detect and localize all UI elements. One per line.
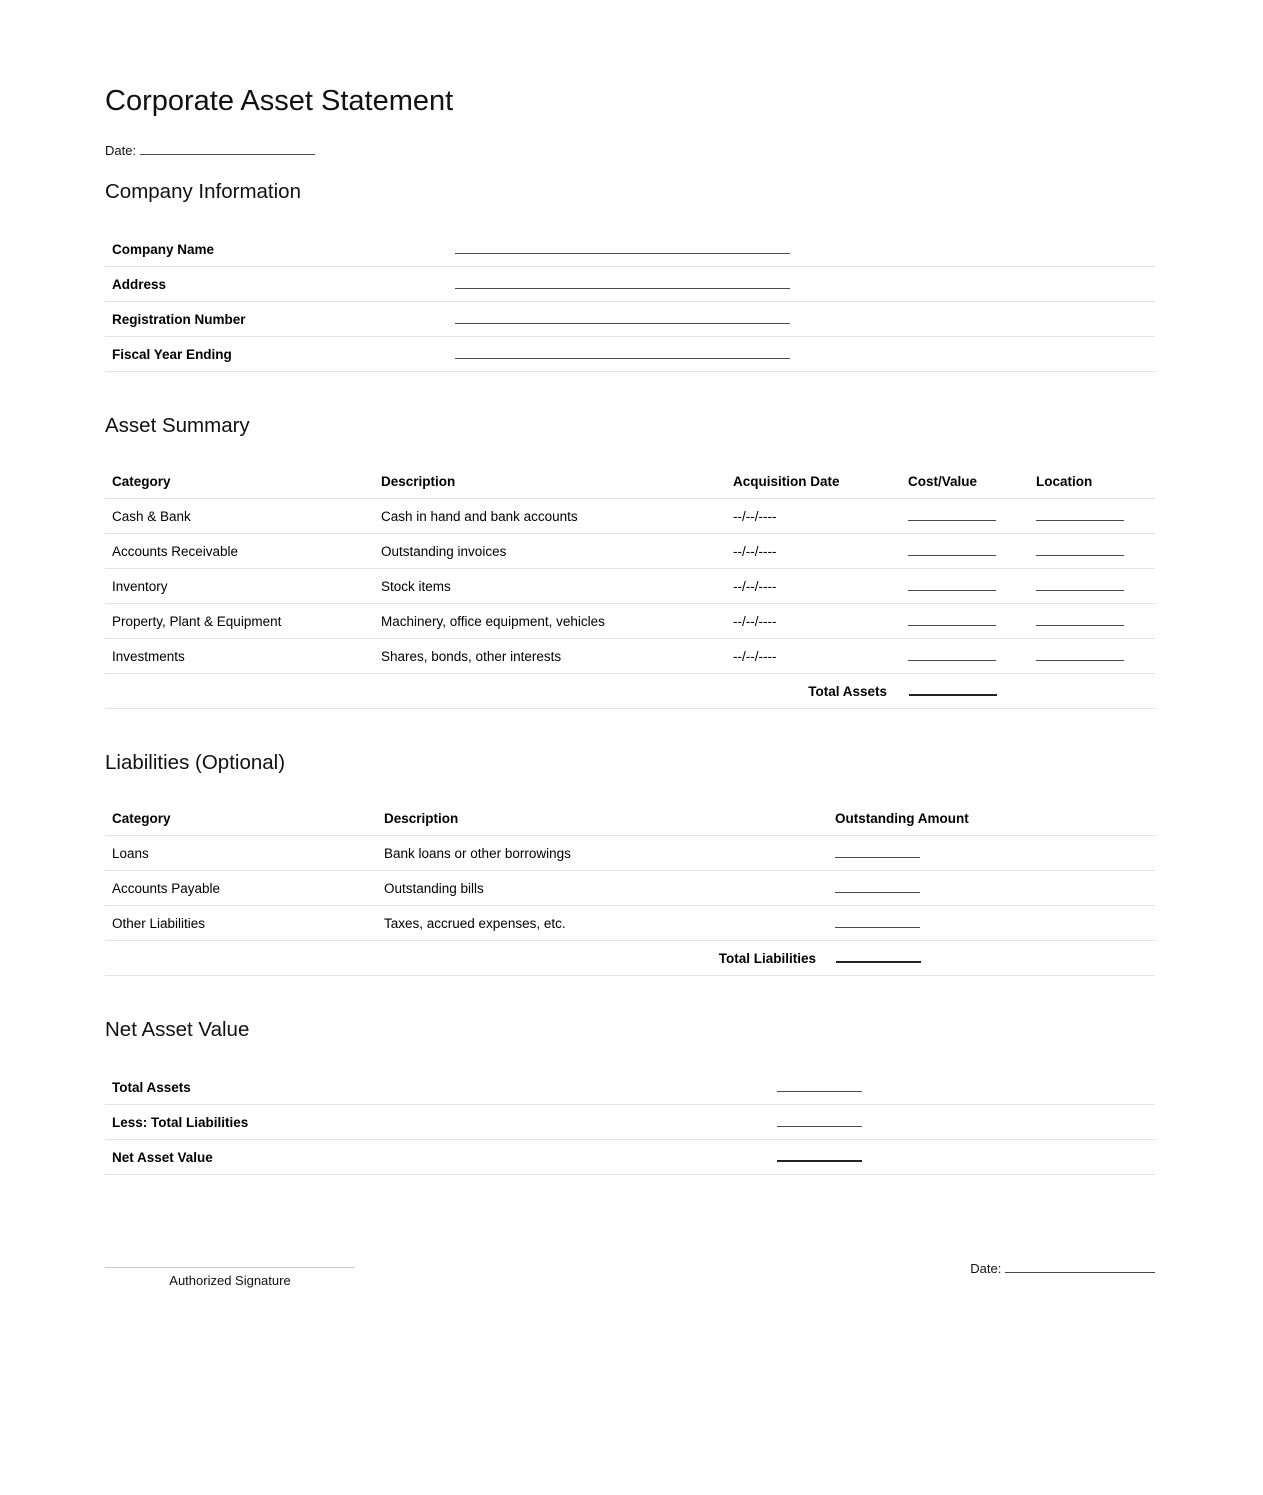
signature-label: Authorized Signature	[169, 1273, 291, 1288]
net-asset-value-table	[105, 1070, 1155, 1175]
liability-category-cell: Accounts Payable	[112, 880, 221, 896]
header-date-blank-field	[140, 142, 315, 155]
column-header-location: Location	[1036, 474, 1093, 489]
section-heading-asset-summary: Asset Summary	[105, 414, 250, 437]
location-blank-field	[1036, 508, 1124, 521]
company-info-row	[105, 267, 1155, 302]
asset-description-cell: Shares, bonds, other interests	[381, 648, 562, 664]
cost-value-blank-field	[908, 578, 996, 591]
company-info-row	[105, 337, 1155, 372]
liability-description-cell: Taxes, accrued expenses, etc.	[384, 915, 566, 931]
asset-summary-header-row	[105, 466, 1155, 499]
field-label-registration-number: Registration Number	[112, 311, 246, 327]
asset-acquisition-date-cell: --/--/----	[733, 578, 777, 594]
company-info-table	[105, 232, 1155, 372]
cost-value-blank-field	[908, 543, 996, 556]
nav-net-asset-value-blank-field	[777, 1149, 862, 1162]
cost-value-blank-field	[908, 508, 996, 521]
footer-date-label: Date:	[970, 1261, 1002, 1276]
fiscal-year-blank-field	[455, 346, 790, 359]
footer-date-line	[970, 1260, 1155, 1288]
column-header-cost-value: Cost/Value	[908, 474, 978, 489]
company-info-row	[105, 232, 1155, 267]
section-heading-company-information: Company Information	[105, 180, 301, 203]
registration-number-blank-field	[455, 311, 790, 324]
liability-description-cell: Outstanding bills	[384, 880, 484, 896]
liability-row-other-liabilities	[105, 906, 1155, 941]
column-header-category: Category	[112, 474, 171, 489]
signature-line	[105, 1267, 355, 1268]
asset-row-cash-bank	[105, 499, 1155, 534]
asset-row-accounts-receivable	[105, 534, 1155, 569]
liability-row-loans	[105, 836, 1155, 871]
field-label-company-name: Company Name	[112, 241, 215, 257]
cost-value-blank-field	[908, 648, 996, 661]
footer	[105, 1260, 1155, 1288]
section-heading-liabilities: Liabilities (Optional)	[105, 751, 286, 774]
nav-total-assets-blank-field	[777, 1079, 862, 1092]
liability-category-cell: Loans	[112, 845, 149, 861]
asset-row-inventory	[105, 569, 1155, 604]
liability-category-cell: Other Liabilities	[112, 915, 206, 931]
header-date-line	[105, 142, 1155, 158]
location-blank-field	[1036, 613, 1124, 626]
asset-summary-total-row	[105, 674, 1155, 709]
liability-row-accounts-payable	[105, 871, 1155, 906]
page-title: Corporate Asset Statement	[105, 85, 454, 117]
column-header-description: Description	[381, 474, 456, 489]
asset-category-cell: Property, Plant & Equipment	[112, 613, 282, 629]
asset-acquisition-date-cell: --/--/----	[733, 648, 777, 664]
column-header-acquisition-date: Acquisition Date	[733, 474, 840, 489]
total-assets-blank-field	[909, 683, 997, 696]
asset-acquisition-date-cell: --/--/----	[733, 613, 777, 629]
column-header-description: Description	[384, 811, 459, 826]
location-blank-field	[1036, 543, 1124, 556]
asset-category-cell: Investments	[112, 648, 185, 664]
asset-summary-table	[105, 466, 1155, 709]
column-header-outstanding-amount: Outstanding Amount	[835, 811, 969, 826]
asset-row-investments	[105, 639, 1155, 674]
asset-acquisition-date-cell: --/--/----	[733, 508, 777, 524]
asset-description-cell: Outstanding invoices	[381, 543, 507, 559]
header-date-label: Date:	[105, 143, 137, 158]
nav-label-less-total-liabilities: Less: Total Liabilities	[112, 1114, 249, 1130]
column-header-category: Category	[112, 811, 171, 826]
asset-category-cell: Accounts Receivable	[112, 543, 239, 559]
asset-row-property-plant-equipment	[105, 604, 1155, 639]
asset-description-cell: Cash in hand and bank accounts	[381, 508, 578, 524]
total-liabilities-label: Total Liabilities	[718, 950, 816, 966]
field-label-fiscal-year-ending: Fiscal Year Ending	[112, 346, 232, 362]
cost-value-blank-field	[908, 613, 996, 626]
section-heading-net-asset-value: Net Asset Value	[105, 1018, 250, 1041]
asset-description-cell: Machinery, office equipment, vehicles	[381, 613, 605, 629]
signature-block	[105, 1267, 355, 1288]
total-assets-label: Total Assets	[808, 683, 887, 699]
nav-label-total-assets: Total Assets	[112, 1079, 191, 1095]
asset-description-cell: Stock items	[381, 578, 451, 594]
nav-less-total-liabilities-blank-field	[777, 1114, 862, 1127]
outstanding-amount-blank-field	[835, 880, 920, 893]
field-label-address: Address	[112, 276, 167, 292]
liabilities-table	[105, 803, 1155, 976]
asset-acquisition-date-cell: --/--/----	[733, 543, 777, 559]
liabilities-header-row	[105, 803, 1155, 836]
nav-row-less-total-liabilities	[105, 1105, 1155, 1140]
outstanding-amount-blank-field	[835, 915, 920, 928]
outstanding-amount-blank-field	[835, 845, 920, 858]
location-blank-field	[1036, 578, 1124, 591]
location-blank-field	[1036, 648, 1124, 661]
total-liabilities-blank-field	[836, 950, 921, 963]
company-info-row	[105, 302, 1155, 337]
nav-row-total-assets	[105, 1070, 1155, 1105]
liability-description-cell: Bank loans or other borrowings	[384, 845, 571, 861]
footer-date-blank-field	[1005, 1260, 1155, 1273]
asset-category-cell: Cash & Bank	[112, 508, 191, 524]
nav-label-net-asset-value: Net Asset Value	[112, 1149, 213, 1165]
company-name-blank-field	[455, 241, 790, 254]
nav-row-net-asset-value	[105, 1140, 1155, 1175]
liabilities-total-row	[105, 941, 1155, 976]
asset-category-cell: Inventory	[112, 578, 168, 594]
address-blank-field	[455, 276, 790, 289]
